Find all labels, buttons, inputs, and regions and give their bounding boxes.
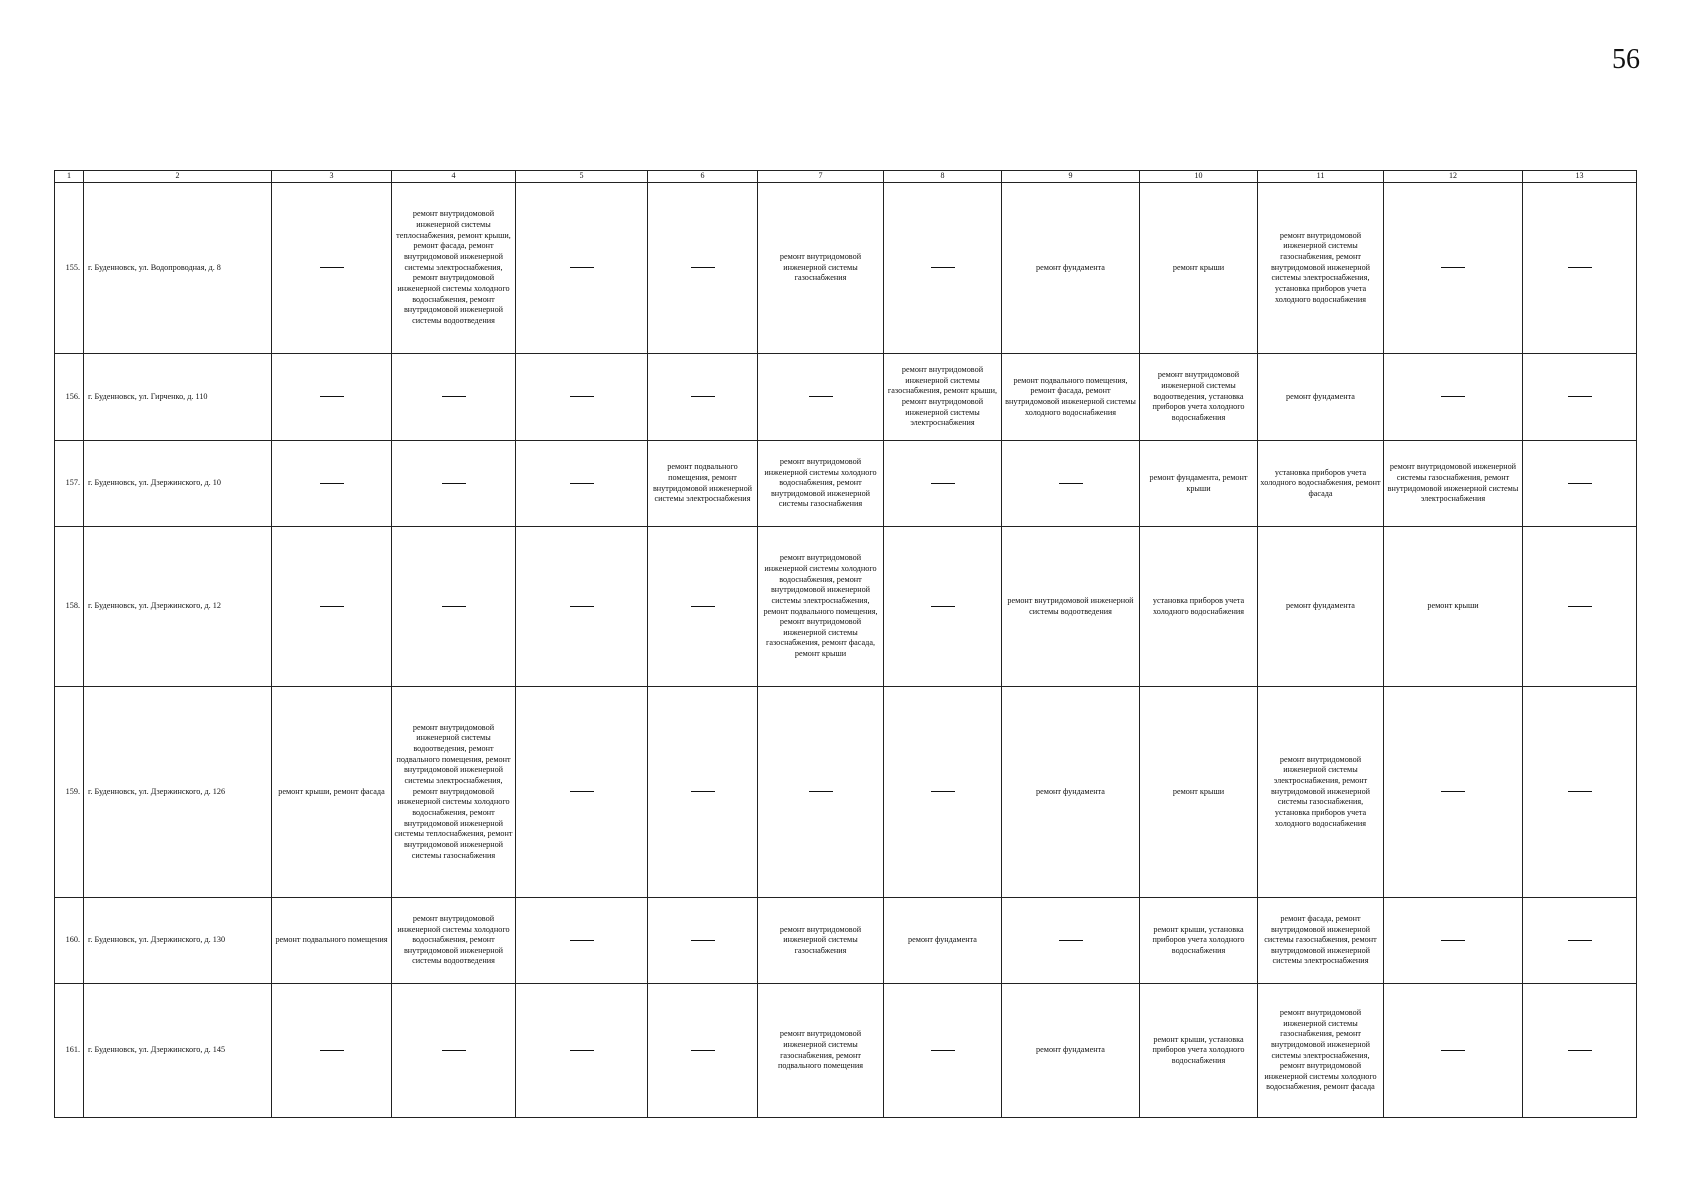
empty-cell — [1523, 183, 1637, 354]
dash-mark — [691, 606, 715, 607]
dash-mark — [1568, 1050, 1592, 1051]
table-row — [55, 984, 1637, 1118]
dash-mark — [1441, 1050, 1465, 1051]
empty-cell — [1002, 441, 1140, 527]
work-cell: ремонт подвального помещения, ремонт фасада, ремонт внутридомовой инженерной системы холодного водоснабжения — [1002, 354, 1140, 441]
work-cell: ремонт крыши, установка приборов учета холодного водоснабжения — [1140, 984, 1258, 1118]
table-row — [55, 441, 1637, 527]
dash-mark — [570, 396, 594, 397]
dash-mark — [570, 606, 594, 607]
row-number: 159. — [55, 687, 84, 898]
empty-cell — [516, 441, 648, 527]
work-cell: ремонт фундамента — [1002, 183, 1140, 354]
empty-cell — [272, 354, 392, 441]
empty-cell — [392, 984, 516, 1118]
empty-cell — [516, 183, 648, 354]
column-number: 10 — [1140, 171, 1258, 183]
work-cell: ремонт внутридомовой инженерной системы водоотведения, установка приборов учета холодного водоснабжения — [1140, 354, 1258, 441]
empty-cell — [272, 527, 392, 687]
row-number: 161. — [55, 984, 84, 1118]
work-cell: ремонт фасада, ремонт внутридомовой инженерной системы газоснабжения, ремонт внутридомовой инженерной системы электроснабжения — [1258, 898, 1384, 984]
dash-mark — [931, 267, 955, 268]
row-number: 160. — [55, 898, 84, 984]
empty-cell — [392, 354, 516, 441]
dash-mark — [442, 606, 466, 607]
work-cell: ремонт внутридомовой инженерной системы теплоснабжения, ремонт крыши, ремонт фасада, ремонт внутридомовой инженерной системы электроснабжения, ремонт внутридомовой инженерной системы холодного водоснабжения, ремонт внутридомовой инженерной системы водоотведения — [392, 183, 516, 354]
column-number: 11 — [1258, 171, 1384, 183]
empty-cell — [758, 687, 884, 898]
column-number: 8 — [884, 171, 1002, 183]
dash-mark — [570, 483, 594, 484]
empty-cell — [392, 527, 516, 687]
empty-cell — [272, 984, 392, 1118]
dash-mark — [570, 267, 594, 268]
address-cell: г. Буденновск, ул. Дзержинского, д. 145 — [84, 984, 272, 1118]
dash-mark — [1441, 940, 1465, 941]
work-cell: ремонт внутридомовой инженерной системы холодного водоснабжения, ремонт внутридомовой инженерной системы газоснабжения — [758, 441, 884, 527]
empty-cell — [884, 527, 1002, 687]
empty-cell — [1523, 441, 1637, 527]
column-number: 9 — [1002, 171, 1140, 183]
work-cell: ремонт фундамента, ремонт крыши — [1140, 441, 1258, 527]
empty-cell — [648, 354, 758, 441]
dash-mark — [931, 606, 955, 607]
dash-mark — [809, 791, 833, 792]
work-cell: ремонт фундамента — [1258, 354, 1384, 441]
work-cell: ремонт внутридомовой инженерной системы холодного водоснабжения, ремонт внутридомовой инженерной системы водоотведения — [392, 898, 516, 984]
work-cell: ремонт внутридомовой инженерной системы газоснабжения, ремонт внутридомовой инженерной системы электроснабжения, ремонт внутридомовой инженерной системы холодного водоснабжения, ремонт фасада — [1258, 984, 1384, 1118]
address-cell: г. Буденновск, ул. Дзержинского, д. 130 — [84, 898, 272, 984]
column-number: 5 — [516, 171, 648, 183]
dash-mark — [809, 396, 833, 397]
repair-schedule-sheet — [54, 170, 1636, 1118]
empty-cell — [1384, 183, 1523, 354]
work-cell: ремонт фундамента — [884, 898, 1002, 984]
column-number: 4 — [392, 171, 516, 183]
column-number: 2 — [84, 171, 272, 183]
repair-schedule-table — [54, 170, 1637, 1118]
dash-mark — [1568, 606, 1592, 607]
dash-mark — [570, 791, 594, 792]
row-number: 156. — [55, 354, 84, 441]
work-cell: ремонт крыши, установка приборов учета холодного водоснабжения — [1140, 898, 1258, 984]
table-row — [55, 898, 1637, 984]
dash-mark — [442, 483, 466, 484]
work-cell: ремонт внутридомовой инженерной системы газоснабжения, ремонт крыши, ремонт внутридомовой инженерной системы электроснабжения — [884, 354, 1002, 441]
work-cell: ремонт крыши — [1384, 527, 1523, 687]
address-cell: г. Буденновск, ул. Гирченко, д. 110 — [84, 354, 272, 441]
column-number-row — [55, 171, 1637, 183]
empty-cell — [884, 183, 1002, 354]
dash-mark — [931, 483, 955, 484]
empty-cell — [392, 441, 516, 527]
dash-mark — [931, 1050, 955, 1051]
empty-cell — [1384, 354, 1523, 441]
address-cell: г. Буденновск, ул. Дзержинского, д. 126 — [84, 687, 272, 898]
column-number: 6 — [648, 171, 758, 183]
dash-mark — [691, 940, 715, 941]
work-cell: ремонт крыши — [1140, 687, 1258, 898]
row-number: 155. — [55, 183, 84, 354]
dash-mark — [1568, 940, 1592, 941]
work-cell: ремонт внутридомовой инженерной системы газоснабжения, ремонт внутридомовой инженерной системы электроснабжения, установка приборов учета холодного водоснабжения — [1258, 183, 1384, 354]
dash-mark — [442, 396, 466, 397]
dash-mark — [691, 267, 715, 268]
dash-mark — [570, 940, 594, 941]
dash-mark — [1441, 791, 1465, 792]
empty-cell — [1523, 354, 1637, 441]
empty-cell — [648, 687, 758, 898]
column-number: 7 — [758, 171, 884, 183]
dash-mark — [1059, 940, 1083, 941]
empty-cell — [1523, 527, 1637, 687]
work-cell: ремонт внутридомовой инженерной системы электроснабжения, ремонт внутридомовой инженерной системы газоснабжения, установка приборов учета холодного водоснабжения — [1258, 687, 1384, 898]
empty-cell — [648, 898, 758, 984]
empty-cell — [1523, 687, 1637, 898]
column-number: 12 — [1384, 171, 1523, 183]
dash-mark — [320, 267, 344, 268]
empty-cell — [516, 687, 648, 898]
work-cell: ремонт фундамента — [1002, 984, 1140, 1118]
empty-cell — [648, 527, 758, 687]
dash-mark — [570, 1050, 594, 1051]
dash-mark — [691, 791, 715, 792]
empty-cell — [1384, 984, 1523, 1118]
work-cell: ремонт внутридомовой инженерной системы газоснабжения — [758, 183, 884, 354]
table-row — [55, 354, 1637, 441]
empty-cell — [884, 441, 1002, 527]
empty-cell — [884, 984, 1002, 1118]
dash-mark — [1568, 267, 1592, 268]
empty-cell — [1384, 687, 1523, 898]
empty-cell — [516, 984, 648, 1118]
work-cell: ремонт внутридомовой инженерной системы холодного водоснабжения, ремонт внутридомовой инженерной системы электроснабжения, ремонт подвального помещения, ремонт внутридомовой инженерной системы газоснабжения, ремонт фасада, ремонт крыши — [758, 527, 884, 687]
empty-cell — [648, 984, 758, 1118]
dash-mark — [1568, 396, 1592, 397]
row-number: 158. — [55, 527, 84, 687]
work-cell: ремонт фундамента — [1258, 527, 1384, 687]
table-row — [55, 527, 1637, 687]
work-cell: ремонт внутридомовой инженерной системы водоотведения — [1002, 527, 1140, 687]
dash-mark — [1568, 791, 1592, 792]
work-cell: ремонт подвального помещения — [272, 898, 392, 984]
row-number: 157. — [55, 441, 84, 527]
work-cell: ремонт фундамента — [1002, 687, 1140, 898]
dash-mark — [931, 791, 955, 792]
column-number: 1 — [55, 171, 84, 183]
column-number: 3 — [272, 171, 392, 183]
dash-mark — [1441, 396, 1465, 397]
work-cell: установка приборов учета холодного водоснабжения, ремонт фасада — [1258, 441, 1384, 527]
work-cell: ремонт внутридомовой инженерной системы газоснабжения — [758, 898, 884, 984]
column-number: 13 — [1523, 171, 1637, 183]
dash-mark — [320, 1050, 344, 1051]
empty-cell — [516, 898, 648, 984]
work-cell: ремонт крыши — [1140, 183, 1258, 354]
dash-mark — [1059, 483, 1083, 484]
empty-cell — [884, 687, 1002, 898]
work-cell: ремонт внутридомовой инженерной системы газоснабжения, ремонт подвального помещения — [758, 984, 884, 1118]
page-number: 56 — [1612, 44, 1640, 75]
empty-cell — [1523, 898, 1637, 984]
empty-cell — [758, 354, 884, 441]
dash-mark — [320, 606, 344, 607]
address-cell: г. Буденновск, ул. Водопроводная, д. 8 — [84, 183, 272, 354]
dash-mark — [691, 396, 715, 397]
work-cell: установка приборов учета холодного водоснабжения — [1140, 527, 1258, 687]
work-cell: ремонт внутридомовой инженерной системы водоотведения, ремонт подвального помещения, ремонт внутридомовой инженерной системы электроснабжения, ремонт внутридомовой инженерной системы холодного водоснабжения, ремонт внутридомовой инженерной системы теплоснабжения, ремонт внутридомовой инженерной системы газоснабжения — [392, 687, 516, 898]
empty-cell — [272, 183, 392, 354]
work-cell: ремонт внутридомовой инженерной системы газоснабжения, ремонт внутридомовой инженерной системы электроснабжения — [1384, 441, 1523, 527]
dash-mark — [320, 483, 344, 484]
empty-cell — [516, 527, 648, 687]
work-cell: ремонт подвального помещения, ремонт внутридомовой инженерной системы электроснабжения — [648, 441, 758, 527]
dash-mark — [320, 396, 344, 397]
work-cell: ремонт крыши, ремонт фасада — [272, 687, 392, 898]
empty-cell — [1523, 984, 1637, 1118]
address-cell: г. Буденновск, ул. Дзержинского, д. 12 — [84, 527, 272, 687]
empty-cell — [1002, 898, 1140, 984]
empty-cell — [516, 354, 648, 441]
dash-mark — [442, 1050, 466, 1051]
dash-mark — [1441, 267, 1465, 268]
empty-cell — [1384, 898, 1523, 984]
table-row — [55, 687, 1637, 898]
dash-mark — [1568, 483, 1592, 484]
dash-mark — [691, 1050, 715, 1051]
table-row — [55, 183, 1637, 354]
empty-cell — [272, 441, 392, 527]
address-cell: г. Буденновск, ул. Дзержинского, д. 10 — [84, 441, 272, 527]
empty-cell — [648, 183, 758, 354]
